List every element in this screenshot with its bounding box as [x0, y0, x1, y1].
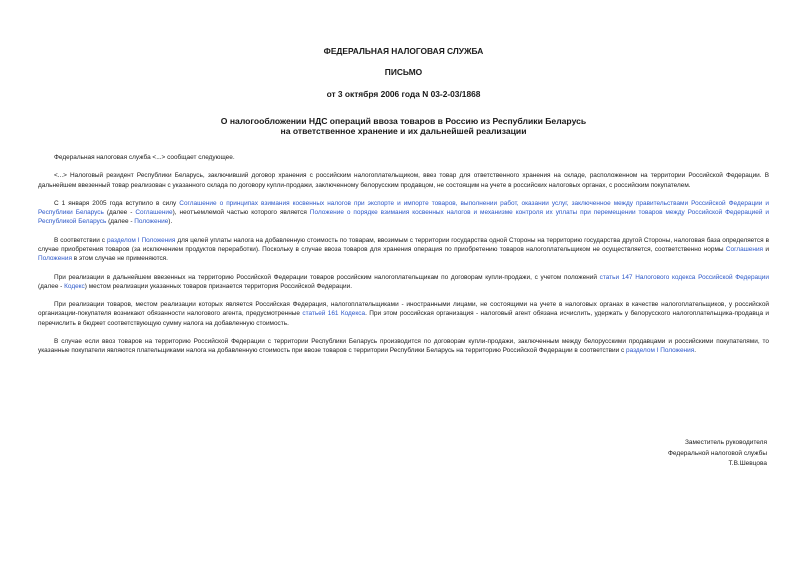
paragraph-text: <...> Налоговый резидент Республики Беларусь, заключивший договор хранения с российским налогоплательщиком, ввез товар для ответственного хранения на складе, расположенном на территории Российской Федерации. В дальнейшем ввезенный товар реализован с указанного склада по договору купли-продажи, заключенному белорусским продавцом, не состоящим на учете в российских налоговых органах, с российским покупателем. [38, 172, 769, 189]
link-regulation[interactable]: Положение о порядке взимания косвенных налогов и механизме контроля их уплаты при перемещении товаров между Российской Федерацией и Республикой Беларусь [38, 209, 770, 226]
document-body [38, 153, 769, 356]
paragraph-sale-place [38, 273, 769, 291]
link-agreement[interactable]: Соглашение о принципах взимания косвенных налогов при экспорте и импорте товаров, выполнении работ, оказании услуг, заключенное между правительствами Российской Федерации и Республики Беларусь [38, 200, 769, 217]
paragraph-text: В соответствии с [54, 236, 107, 244]
paragraph-situation [38, 171, 769, 189]
link-section-1-regulation[interactable]: разделом I Положения [106, 236, 176, 244]
paragraph-tax-agent [38, 300, 769, 327]
signatory-organization: Федеральной налоговой службы [667, 449, 767, 457]
document-type: ПИСЬМО [384, 67, 423, 77]
paragraph-agreement [38, 199, 769, 226]
document-subject [38, 99, 769, 137]
link-article-147[interactable]: статьи 147 Налогового кодекса Российской Федерации [599, 273, 770, 281]
paragraph-text: (далее - [103, 209, 136, 217]
paragraph-text: в этом случае не применяются. [71, 255, 168, 263]
paragraph-text: (далее - [106, 218, 135, 226]
link-section-1-regulation-2[interactable]: разделом I Положения [626, 347, 695, 355]
paragraph-import-purchase [38, 337, 769, 355]
link-regulation-short[interactable]: Положение [134, 218, 169, 226]
subject-line-1: О налогообложении НДС операций ввоза товаров в Россию из Республики Беларусь [220, 116, 587, 126]
link-regulation-ref[interactable]: Положения [38, 255, 72, 263]
paragraph-tax-base [38, 236, 769, 263]
signature-block [668, 438, 767, 470]
paragraph-text: для целей уплаты налога на добавленную стоимость по товарам, ввозимым с территории государства одной Стороны на территорию государства другой Стороны, налоговая база определяется в случае приобретения товаров (за исключением продуктов переработки). Поскольку в случае ввоза товаров для хранения операция по приобретению товаров налогоплательщиком не осуществляется, соответственно нормы [38, 236, 769, 253]
subject-line-2: на ответственное хранение и их дальнейшей реализации [280, 126, 527, 137]
signatory-position: Заместитель руководителя [685, 439, 767, 446]
paragraph-text: ) местом реализации указанных товаров признается территория Российской Федерации. [84, 282, 352, 290]
link-code[interactable]: Кодекс [64, 282, 85, 290]
paragraph-intro [38, 153, 769, 162]
agency-title: ФЕДЕРАЛЬНАЯ НАЛОГОВАЯ СЛУЖБА [323, 46, 484, 56]
paragraph-text: . [694, 347, 696, 355]
paragraph-text: ). [168, 218, 173, 226]
paragraph-text: При реализации в дальнейшем ввезенных на территорию Российской Федерации товаров российским налогоплательщикам по договорам купли-продажи, с учетом положений [54, 273, 600, 281]
paragraph-text: В случае если ввоз товаров на территорию Российской Федерации с территории Республики Беларусь производится по договорам купли-продажи, заключенным между белорусскими продавцами и российскими покупателями, то указанные покупатели являются плательщиками налога на добавленную стоимость при ввозе товаров с территории Республики Беларусь на территорию Российской Федерации в соответствии с [38, 338, 769, 355]
link-agreement-ref[interactable]: Соглашения [725, 245, 764, 253]
paragraph-text: Федеральная налоговая служба <...> сообщает следующее. [54, 153, 235, 161]
paragraph-text: ), неотъемлемой частью которого является [172, 209, 310, 217]
paragraph-text: и [763, 245, 769, 253]
paragraph-text: (далее - [38, 282, 65, 290]
paragraph-text: С 1 января 2005 года вступило в силу [54, 200, 180, 208]
paragraph-text: При реализации товаров, местом реализации которых является Российская Федерация, налогоплательщиками - иностранными лицами, не состоящими на учете в налоговых органах в качестве налогоплательщиков, у российской организации-покупателя возникают обязанности налогового агента, предусмотренные [38, 301, 769, 318]
paragraph-text: . При этом российская организация - налоговый агент обязана исчислить, удержать у белорусского налогоплательщика-продавца и перечислить в бюджет соответствующую сумму налога на добавленную стоимость. [38, 310, 769, 327]
link-article-161[interactable]: статьей 161 Кодекса [302, 310, 366, 318]
document-date-number: от 3 октября 2006 года N 03-2-03/1868 [326, 89, 481, 99]
link-agreement-short[interactable]: Соглашение [135, 209, 173, 217]
signatory-name: Т.В.Шевцова [728, 460, 767, 468]
